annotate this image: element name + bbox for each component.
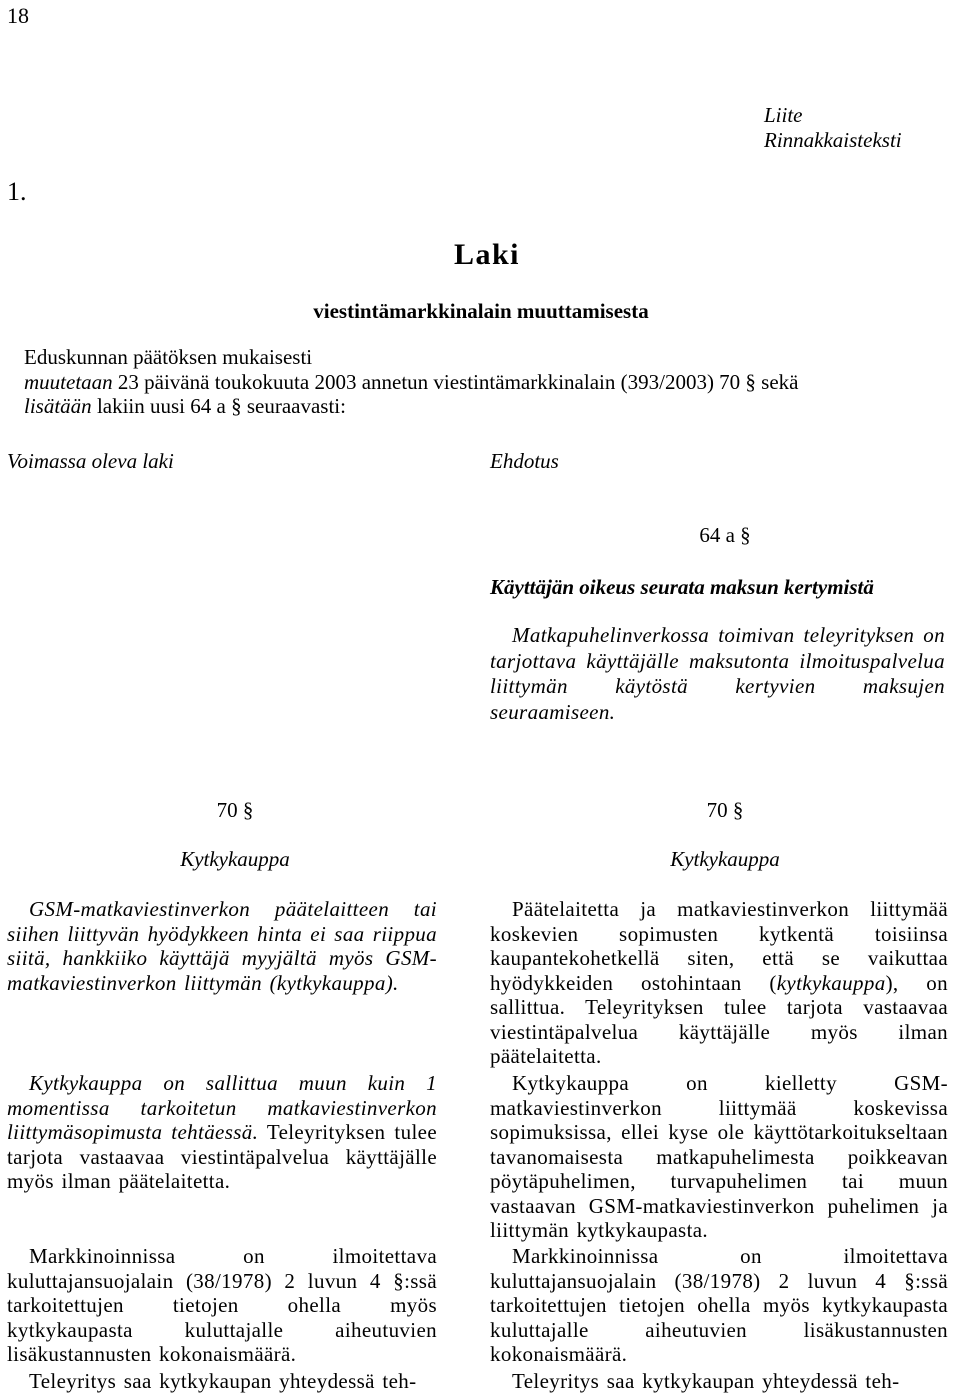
left-paragraph-2-rest: Teleyrityksen tulee tarjota vastaavaa viestintäpalvelua käyttäjälle myös ilman päätelaitetta. bbox=[7, 1120, 437, 1193]
right-paragraph-2: Kytkykauppa on kielletty GSM-matkaviestinverkon liittymää koskevissa sopimuksissa, ellei kyse ole käyttötarkoitukseltaan tavanomaisesta matkapuhelimesta poikkeavan pöytäpuhelimen, turvapuhelimen tai muun vastaavan GSM-matkaviestinverkon puhelimen ja liittymän kytkykaupasta. bbox=[490, 1071, 948, 1242]
appendix-label bbox=[764, 103, 902, 153]
right-paragraph-3: Markkinoinnissa on ilmoitettava kuluttajansuojalain (38/1978) 2 luvun 4 §:ssä tarkoitettujen tietojen ohella myös kytkykaupasta kuluttajalle aiheutuvien lisäkustannusten kokonaismäärä. bbox=[490, 1244, 948, 1366]
right-paragraph-1-a: Päätelaitetta ja matkaviestinverkon liittymää koskevien sopimusten kytkentä toisiinsa kaupantekohetkellä siten, että se vaikuttaa hyödykkeiden ostohintaan ( bbox=[490, 897, 948, 995]
left-paragraph-2 bbox=[7, 1071, 437, 1194]
section-64a-heading: Käyttäjän oikeus seurata maksun kertymistä bbox=[490, 575, 874, 599]
right-paragraph-1 bbox=[490, 897, 948, 1069]
preamble bbox=[24, 345, 960, 419]
right-paragraph-4: Teleyritys saa kytkykaupan yhteydessä teh- bbox=[512, 1369, 900, 1393]
amend-verb: muutetaan bbox=[24, 369, 113, 394]
left-paragraph-4: Teleyritys saa kytkykaupan yhteydessä teh- bbox=[29, 1369, 417, 1393]
amend-text: 23 päivänä toukokuuta 2003 annetun viestintämarkkinalain (393/2003) 70 § sekä bbox=[112, 369, 799, 394]
right-section-number: 70 § bbox=[706, 798, 744, 822]
left-section-heading: Kytkykauppa bbox=[180, 847, 290, 871]
right-paragraph-1-italic: kytkykauppa bbox=[776, 970, 886, 995]
right-section-heading: Kytkykauppa bbox=[670, 847, 780, 871]
section-number: 1. bbox=[7, 177, 27, 206]
preamble-line bbox=[24, 394, 960, 419]
page-number: 18 bbox=[7, 3, 29, 28]
left-paragraph-3: Markkinoinnissa on ilmoitettava kuluttajansuojalain (38/1978) 2 luvun 4 §:ssä tarkoitettujen tietojen ohella myös kytkykaupasta kuluttajalle aiheutuvien lisäkustannusten kokonaismäärä. bbox=[7, 1244, 437, 1366]
law-subtitle: viestintämarkkinalain muuttamisesta bbox=[313, 299, 649, 323]
right-column-header: Ehdotus bbox=[490, 449, 559, 473]
preamble-line bbox=[24, 370, 960, 395]
left-column-header: Voimassa oleva laki bbox=[7, 449, 174, 473]
left-paragraph-1: GSM-matkaviestinverkon päätelaitteen tai siihen liittyvän hyödykkeen hinta ei saa riippua siitä, hankkiiko käyttäjä myyjältä myös GSM-matkaviestinverkon liittymän (kytkykauppa). bbox=[7, 897, 437, 995]
appendix-label-text: Liite bbox=[764, 103, 803, 127]
section-64a-text: Matkapuhelinverkossa toimivan teleyrityksen on tarjottava käyttäjälle maksutonta ilmoituspalvelua liittymän käytöstä kertyvien maksujen seuraamiseen. bbox=[490, 623, 945, 724]
left-section-number: 70 § bbox=[216, 798, 254, 822]
appendix-title: Rinnakkaisteksti bbox=[764, 128, 902, 152]
add-text: lakiin uusi 64 a § seuraavasti: bbox=[91, 394, 346, 418]
left-paragraph-2-italic: Kytkykauppa on sallittua muun kuin 1 momentissa tarkoitetun matkaviestinverkon liittymäsopimusta tehtäessä. bbox=[7, 1071, 437, 1144]
section-64a-number: 64 a § bbox=[699, 523, 751, 547]
right-paragraph-1-b: ), on sallittua. Teleyrityksen tulee tarjota vastaavaa viestintäpalvelua käyttäjälle myös ilman päätelaitetta. bbox=[490, 970, 948, 1068]
law-title: Laki bbox=[453, 238, 521, 271]
add-verb: lisätään bbox=[24, 394, 92, 418]
preamble-line: Eduskunnan päätöksen mukaisesti bbox=[24, 345, 313, 369]
